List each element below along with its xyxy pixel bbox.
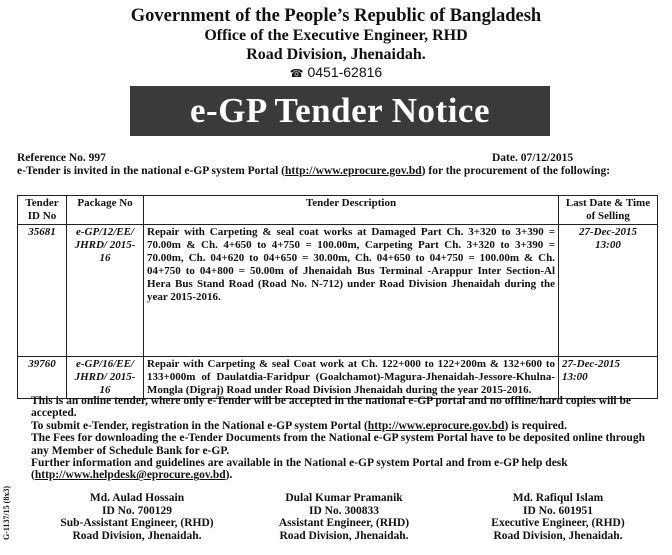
notice-date: Date. 07/12/2015 xyxy=(492,152,574,164)
last-time: 13:00 xyxy=(595,239,621,251)
tender-id-cell: 35681 xyxy=(18,225,67,357)
side-code: G-1137/15 (8x3) xyxy=(2,486,11,540)
signatory-id: ID No. 601951 xyxy=(523,504,593,517)
header-division: Road Division, Jhenaidah. xyxy=(246,46,426,63)
signature-block xyxy=(458,492,658,542)
signature-block xyxy=(244,492,444,542)
reference-number: Reference No. 997 xyxy=(17,152,106,164)
signatory-office: Road Division, Jhenaidah. xyxy=(493,529,623,542)
signatory-title: Executive Engineer, (RHD) xyxy=(491,517,625,529)
signatory-name: Md. Rafiqul Islam xyxy=(512,492,604,504)
description-cell: Repair with Carpeting & seal Coat work at Ch. 122+000 to 122+200m & 132+600 to 133+000m of Daulatdia-Faridpur (Goalchamot)-Magura-Jhenaidah-Jessore-Khulna-Mongla (Digraj) Road under Road Division Jhenaidah during the year 2015-2016. xyxy=(144,357,559,399)
phone-number: 0451-62816 xyxy=(307,64,383,80)
package-cell: e-GP/16/EE/ JHRD/ 2015-16 xyxy=(67,357,144,399)
note-fees: The Fees for downloading the e-Tender Documents from the National e-GP system Portal have to be deposited online through any Member of Schedule Bank for e-GP. xyxy=(31,432,645,457)
tender-table xyxy=(17,195,658,399)
header-phone xyxy=(0,64,672,80)
table-row xyxy=(18,225,658,357)
note-helpdesk-pre: Further information and guidelines are available in the National e-GP system Portal and from e-GP help desk ( xyxy=(31,457,568,482)
note-registration-pre: To submit e-Tender, registration in the National e-GP system Portal ( xyxy=(31,419,368,432)
notice-banner: e-GP Tender Notice xyxy=(130,86,550,136)
description-cell: Repair with Carpeting & seal coat works at Damaged Part Ch. 3+320 to 3+390 = 70.00m & Ch. 4+650 to 4+750 = 100.00m, Carpeting Part Ch. 3+320 to 3+390 = 70.00m, Ch. 04+620 to 04+650 = 30.00m, Ch. 04+650 to 04+750 = 100.00m & Ch. 04+750 to 04+800 = 50.00m of Jhenaidah Bus Terminal -Arappur Inter Section-Al Hera Bus Stand Road (Road No. N-712) under Road Division Jhenaidah during the year 2015-2016. xyxy=(144,225,559,357)
col-header-last-date: Last Date & Time of Selling xyxy=(559,196,658,225)
note-registration-post: ) is required. xyxy=(504,419,567,432)
telephone-icon: ☎ xyxy=(289,68,304,80)
header-government: Government of the People’s Republic of Bangladesh xyxy=(130,6,542,26)
helpdesk-link[interactable]: http://www.helpdesk@eprocure.gov.bd xyxy=(34,469,226,482)
col-header-package: Package No xyxy=(67,196,144,225)
signatory-name: Dulal Kumar Pramanik xyxy=(285,492,403,504)
notes-section xyxy=(17,395,658,482)
last-time: 13:00 xyxy=(562,371,588,383)
signatory-office: Road Division, Jhenaidah. xyxy=(72,529,202,542)
note-registration xyxy=(17,420,658,432)
signatory-office: Road Division, Jhenaidah. xyxy=(279,529,409,542)
intro-text xyxy=(17,165,657,178)
last-date: 27-Dec-2015 xyxy=(562,358,621,370)
signatory-title: Sub-Assistant Engineer, (RHD) xyxy=(60,517,214,529)
last-date-cell xyxy=(559,357,658,399)
tender-id-cell: 39760 xyxy=(18,357,67,399)
signatory-title: Assistant Engineer, (RHD) xyxy=(278,517,410,529)
last-date: 27-Dec-2015 xyxy=(578,226,638,238)
signatory-id: ID No. 300833 xyxy=(309,504,379,517)
note-online-only: This is an online tender, where only e-Tender will be accepted in the national e-GP portal and no offline/hard copies will be accepted. xyxy=(31,395,631,420)
signatory-name: Md. Aulad Hossain xyxy=(89,492,185,504)
note-helpdesk-post: ). xyxy=(225,469,233,482)
col-header-description: Tender Description xyxy=(144,196,559,225)
package-cell: e-GP/12/EE/ JHRD/ 2015-16 xyxy=(67,225,144,357)
registration-link[interactable]: http://www.eprocure.gov.bd xyxy=(367,419,505,432)
table-row xyxy=(18,357,658,399)
col-header-tender-id: Tender ID No xyxy=(18,196,67,225)
intro-post: ) for the procurement of the following: xyxy=(421,165,611,177)
table-header-row xyxy=(18,196,658,225)
signatory-id: ID No. 700129 xyxy=(102,504,172,517)
last-date-cell xyxy=(559,225,658,357)
eprocure-link[interactable]: http://www.eprocure.gov.bd xyxy=(285,165,422,177)
note-helpdesk xyxy=(17,457,658,482)
header-office: Office of the Executive Engineer, RHD xyxy=(204,27,468,44)
intro-pre: e-Tender is invited in the national e-GP system Portal ( xyxy=(17,165,286,177)
signature-block xyxy=(37,492,237,542)
